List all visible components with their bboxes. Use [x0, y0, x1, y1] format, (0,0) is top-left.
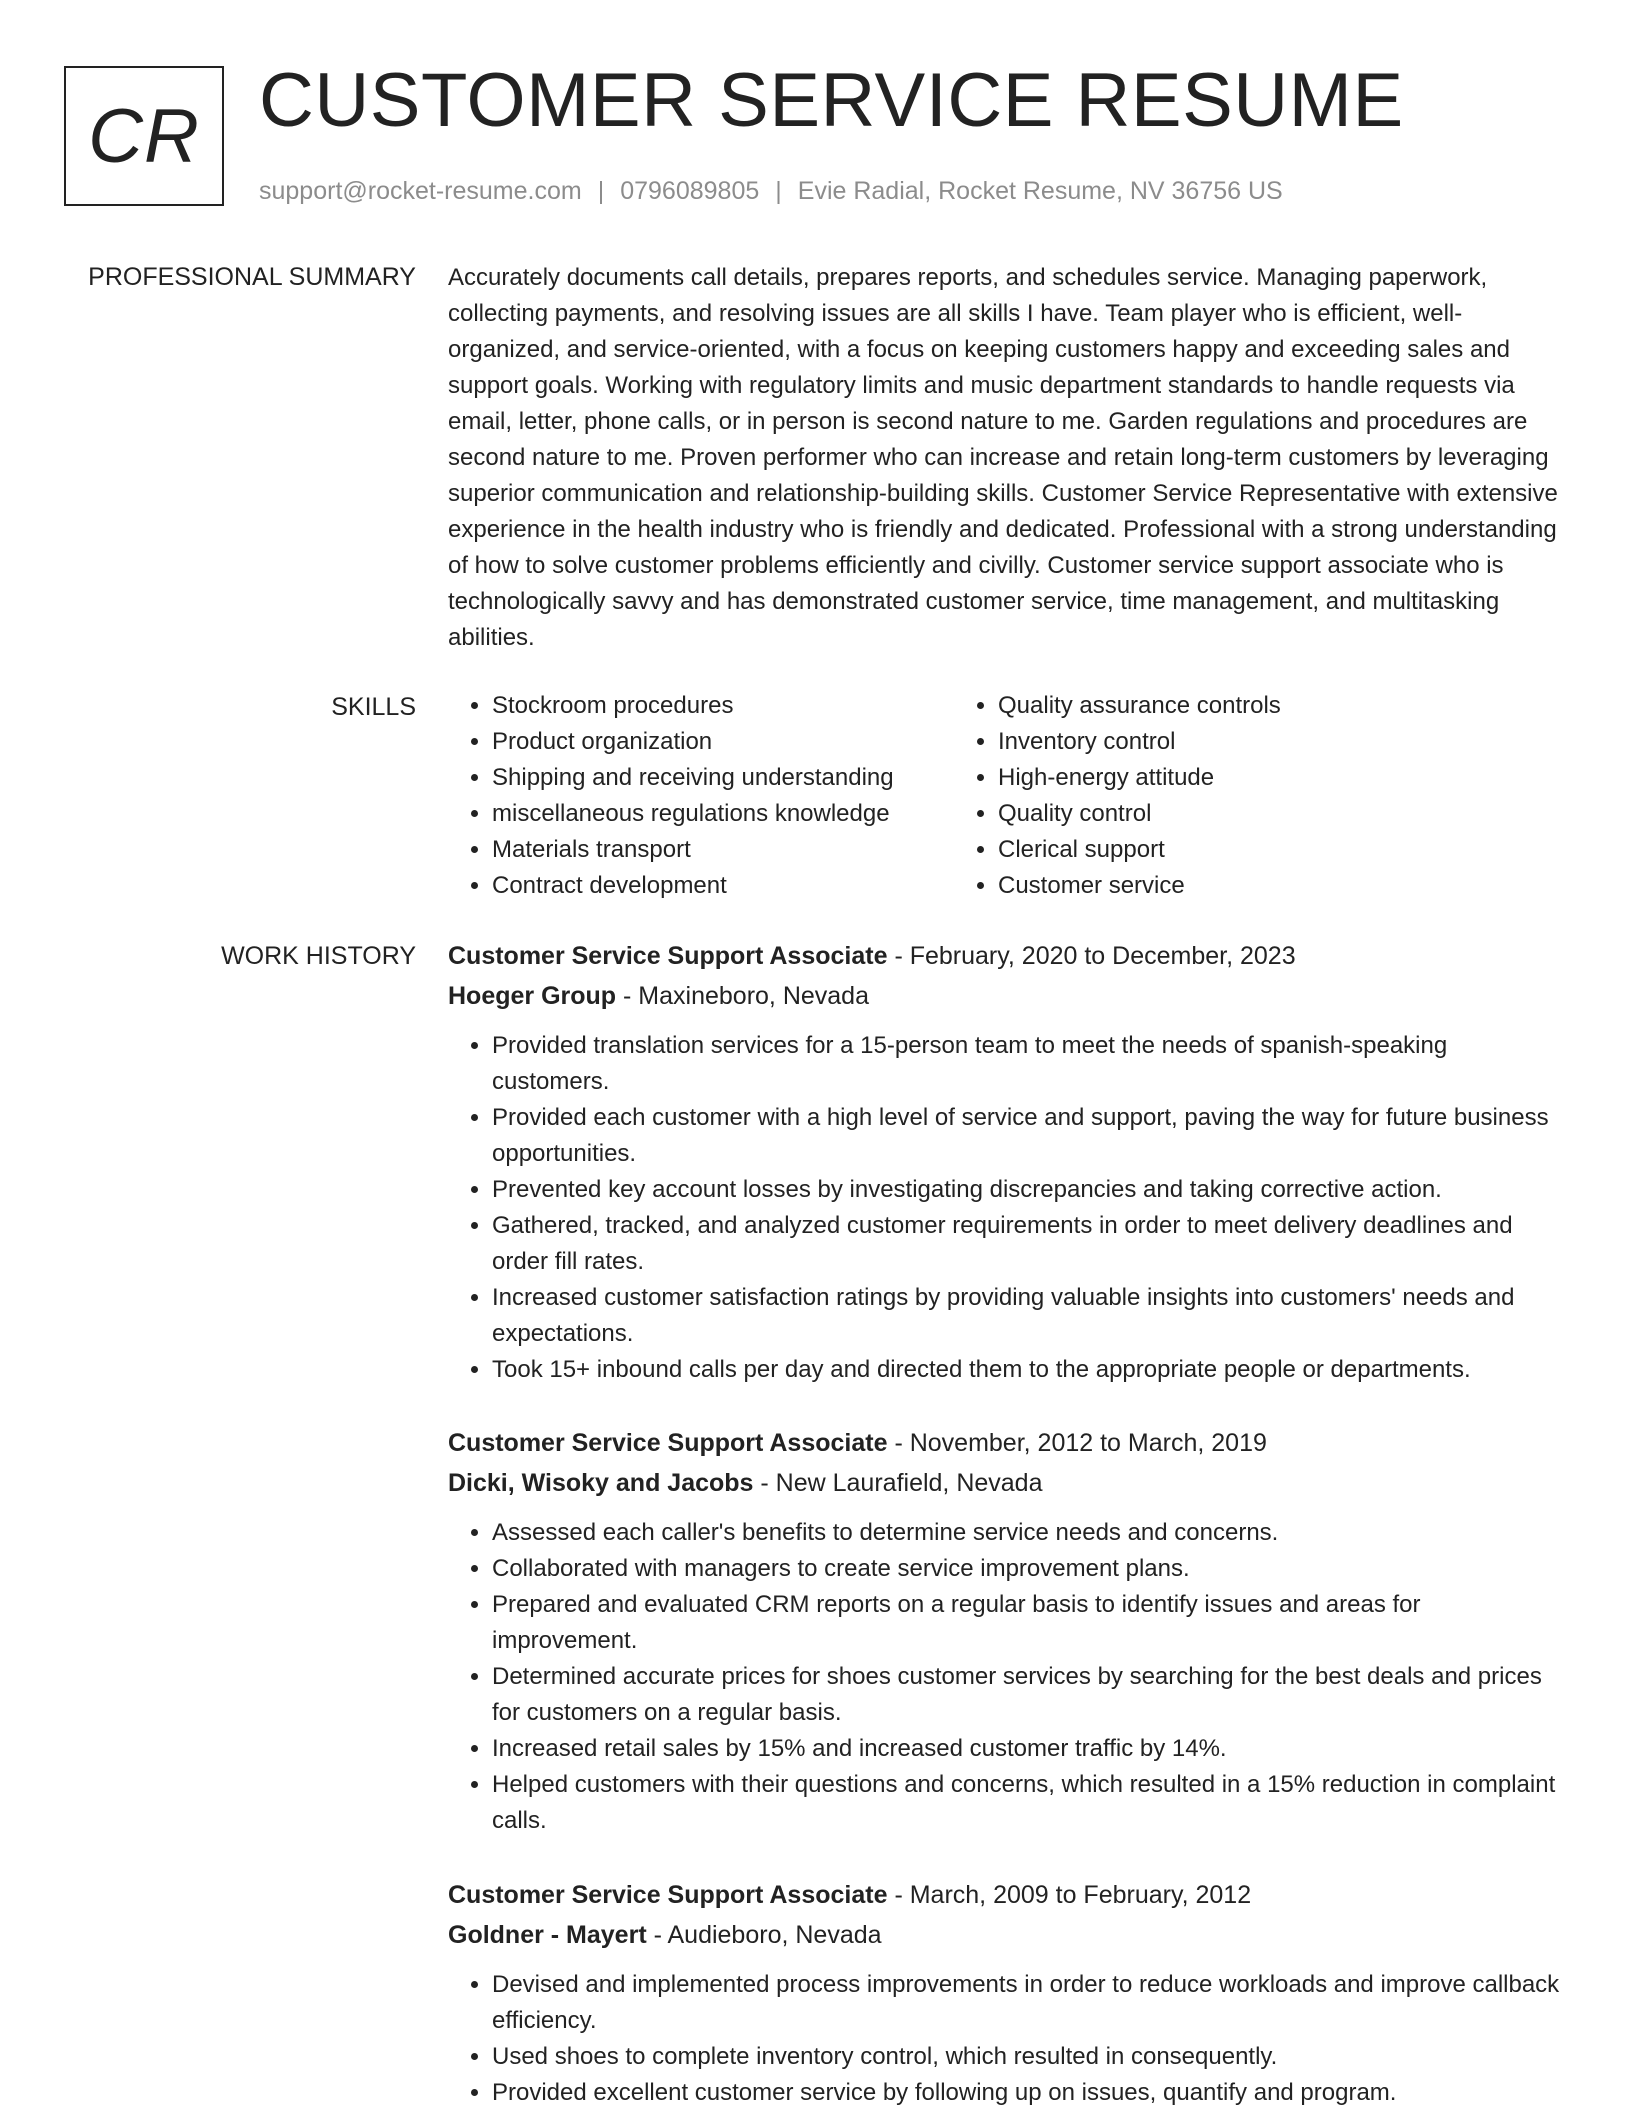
job-company: Goldner - Mayert	[448, 1921, 647, 1949]
job-heading	[448, 1425, 1566, 1461]
skill-item: • Inventory control	[998, 724, 1474, 760]
job-bullet: • Gathered, tracked, and analyzed customer requirements in order to meet delivery deadlines and order fill rates.	[492, 1208, 1566, 1280]
job-company-line	[448, 978, 1566, 1014]
skill-item: • Clerical support	[998, 832, 1474, 868]
job-company: Dicki, Wisoky and Jacobs	[448, 1469, 754, 1497]
summary-text: Accurately documents call details, prepares reports, and schedules service. Managing paperwork, collecting payments, and resolving issues are all skills I have. Team player who is efficient, well-organized, and service-oriented, with a focus on keeping customers happy and exceeding sales and support goals. Working with regulatory limits and music department standards to handle requests via email, letter, phone calls, or in person is second nature to me. Garden regulations and procedures are second nature to me. Proven performer who can increase and retain long-term customers by leveraging superior communication and relationship-building skills. Customer Service Representative with extensive experience in the health industry who is friendly and dedicated. Professional with a strong understanding of how to solve customer problems efficiently and civilly. Customer service support associate who is technologically savvy and has demonstrated customer service, time management, and multitasking abilities.	[448, 264, 1558, 651]
monogram-box	[64, 66, 224, 206]
job-location: - Audieboro, Nevada	[646, 1921, 882, 1949]
skill-item: • Contract development	[492, 868, 954, 904]
section-label-work-history: WORK HISTORY	[221, 942, 416, 970]
section-label-skills: SKILLS	[331, 693, 416, 721]
job-bullet: • Assessed each caller's benefits to determine service needs and concerns.	[492, 1515, 1566, 1551]
job-location: - Maxineboro, Nevada	[616, 982, 869, 1010]
skill-item: • Materials transport	[492, 832, 954, 868]
job-bullet: • Increased customer satisfaction ratings by providing valuable insights into customers' needs and expectations.	[492, 1280, 1566, 1352]
skill-item: • Quality assurance controls	[998, 688, 1474, 724]
job-entry	[448, 1425, 1566, 1839]
job-entry	[448, 1877, 1566, 2111]
contact-line	[259, 174, 1283, 208]
job-dates: - November, 2012 to March, 2019	[887, 1429, 1267, 1457]
job-entry	[448, 938, 1566, 1388]
job-title: Customer Service Support Associate	[448, 1881, 888, 1909]
skills-list	[448, 688, 1566, 904]
job-bullet: • Collaborated with managers to create service improvement plans.	[492, 1551, 1566, 1587]
job-company: Hoeger Group	[448, 982, 617, 1010]
job-bullet: • Helped customers with their questions and concerns, which resulted in a 15% reduction in complaint calls.	[492, 1767, 1566, 1839]
job-bullet: • Provided excellent customer service by following up on issues, quantify and program.	[492, 2075, 1566, 2111]
section-label-summary: PROFESSIONAL SUMMARY	[88, 263, 416, 291]
skill-item: • Quality control	[998, 796, 1474, 832]
skill-item: • Product organization	[492, 724, 954, 760]
job-company-line	[448, 1465, 1566, 1501]
job-location: - New Laurafield, Nevada	[753, 1469, 1043, 1497]
contact-address: Evie Radial, Rocket Resume, NV 36756 US	[797, 177, 1283, 205]
skill-item: • Shipping and receiving understanding	[492, 760, 954, 796]
job-bullet: • Provided translation services for a 15-person team to meet the needs of spanish-speaking customers.	[492, 1028, 1566, 1100]
job-heading	[448, 1877, 1566, 1913]
monogram-initials: CR	[88, 93, 200, 179]
skill-item: • High-energy attitude	[998, 760, 1474, 796]
job-dates: - March, 2009 to February, 2012	[887, 1881, 1252, 1909]
job-bullet: • Increased retail sales by 15% and increased customer traffic by 14%.	[492, 1731, 1566, 1767]
job-dates: - February, 2020 to December, 2023	[887, 942, 1296, 970]
job-bullet: • Devised and implemented process improvements in order to reduce workloads and improve callback efficiency.	[492, 1967, 1566, 2039]
job-bullet: • Determined accurate prices for shoes customer services by searching for the best deals and prices for customers on a regular basis.	[492, 1659, 1566, 1731]
job-bullets	[448, 1967, 1566, 2111]
job-bullet: • Prepared and evaluated CRM reports on a regular basis to identify issues and areas for improvement.	[492, 1587, 1566, 1659]
skills-column-1	[448, 688, 954, 904]
job-bullet: • Prevented key account losses by investigating discrepancies and taking corrective action.	[492, 1172, 1566, 1208]
job-bullet: • Provided each customer with a high level of service and support, paving the way for future business opportunities.	[492, 1100, 1566, 1172]
contact-email: support@rocket-resume.com	[259, 177, 582, 205]
job-title: Customer Service Support Associate	[448, 942, 888, 970]
job-bullets	[448, 1028, 1566, 1388]
skills-column-2	[954, 688, 1474, 904]
resume-title: CUSTOMER SERVICE RESUME	[259, 58, 1404, 143]
job-bullet: • Took 15+ inbound calls per day and directed them to the appropriate people or departments.	[492, 1352, 1566, 1388]
skill-item: • miscellaneous regulations knowledge	[492, 796, 954, 832]
job-heading	[448, 938, 1566, 974]
job-title: Customer Service Support Associate	[448, 1429, 888, 1457]
job-bullets	[448, 1515, 1566, 1839]
skill-item: • Customer service	[998, 868, 1474, 904]
contact-separator: |	[597, 177, 605, 205]
contact-separator: |	[775, 177, 782, 205]
skill-item: • Stockroom procedures	[492, 688, 954, 724]
contact-phone: 0796089805	[620, 177, 760, 205]
job-company-line	[448, 1917, 1566, 1953]
job-bullet: • Used shoes to complete inventory control, which resulted in consequently.	[492, 2039, 1566, 2075]
